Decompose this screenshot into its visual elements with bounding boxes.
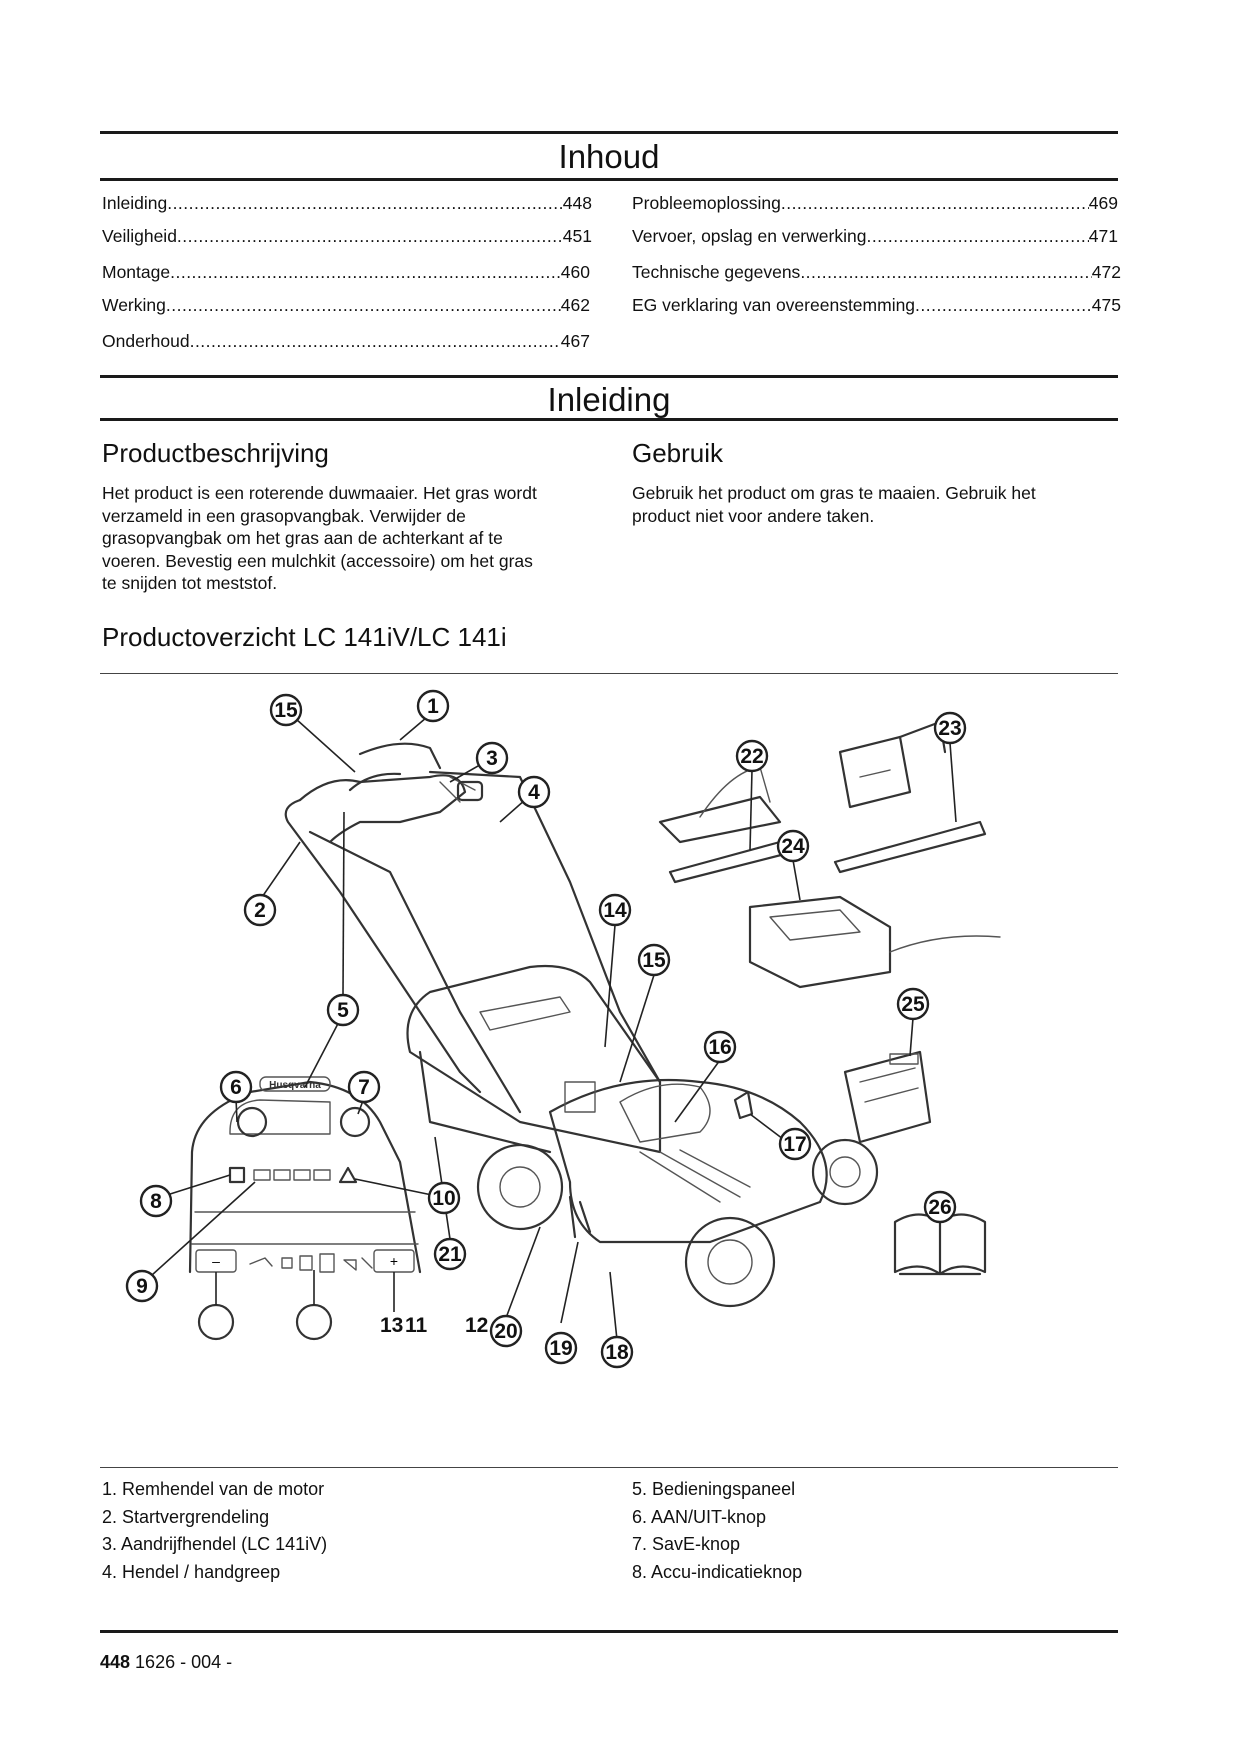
mower-handle-drawing bbox=[286, 744, 660, 1112]
text-line: grasopvangbak om het gras aan de achterkant af te bbox=[102, 528, 503, 548]
text-line: product niet voor andere taken. bbox=[632, 505, 875, 526]
callout-12-label: 12 bbox=[465, 1314, 489, 1337]
callout-5 bbox=[328, 995, 358, 1025]
toc-leader bbox=[915, 295, 1092, 316]
callout-3 bbox=[477, 743, 507, 773]
svg-text:21: 21 bbox=[438, 1243, 462, 1266]
product-description-text bbox=[102, 482, 537, 595]
callout-4 bbox=[519, 777, 549, 807]
toc-leader bbox=[800, 262, 1091, 283]
plus-label: + bbox=[389, 1253, 399, 1269]
battery-indicator-button-icon bbox=[230, 1168, 244, 1182]
callout-19 bbox=[546, 1333, 576, 1363]
toc-leader bbox=[190, 331, 561, 352]
mower-wheels-drawing bbox=[478, 1140, 877, 1306]
speed-callout bbox=[297, 1305, 331, 1339]
svg-text:14: 14 bbox=[603, 899, 627, 922]
svg-text:23: 23 bbox=[938, 717, 962, 740]
footer-rule bbox=[100, 1630, 1118, 1633]
svg-text:9: 9 bbox=[136, 1275, 148, 1298]
toc-entry-label: Veiligheid bbox=[102, 226, 177, 246]
legend-item: 6. AAN/UIT-knop bbox=[632, 1506, 767, 1527]
intro-top-rule bbox=[100, 375, 1118, 378]
svg-text:25: 25 bbox=[901, 993, 925, 1016]
intro-title: Inleiding bbox=[547, 381, 671, 418]
callout-14 bbox=[600, 895, 630, 925]
toc-entry[interactable] bbox=[632, 226, 1118, 247]
toc-entry-page: 460 bbox=[560, 262, 590, 282]
overview-rule bbox=[100, 673, 1118, 674]
intro-bottom-rule bbox=[100, 418, 1118, 421]
toc-bottom-rule bbox=[100, 178, 1118, 181]
toc-leader bbox=[866, 226, 1088, 247]
legend-item: 8. Accu-indicatieknop bbox=[632, 1561, 803, 1582]
minus-callout bbox=[199, 1305, 233, 1339]
svg-text:17: 17 bbox=[783, 1133, 807, 1156]
product-description-heading: Productbeschrijving bbox=[102, 438, 329, 468]
callout-leaders bbox=[152, 710, 956, 1340]
callout-18 bbox=[602, 1337, 632, 1367]
svg-text:22: 22 bbox=[740, 745, 764, 768]
legend-left bbox=[102, 1476, 327, 1586]
toc-entry-page: 448 bbox=[562, 193, 592, 213]
callout-15 bbox=[639, 945, 669, 975]
brand-text: Husqvarna bbox=[269, 1080, 321, 1091]
callout-15-top bbox=[271, 695, 301, 725]
toc-entry-page: 451 bbox=[562, 226, 592, 246]
callout-17 bbox=[780, 1129, 810, 1159]
product-overview-illustration bbox=[100, 682, 1118, 1462]
legend-top-rule bbox=[100, 1467, 1118, 1468]
toc-entry[interactable] bbox=[632, 193, 1118, 214]
charger-drawing bbox=[750, 897, 1000, 987]
text-line: Gebruik het product om gras te maaien. Gebruik het bbox=[632, 483, 1036, 503]
toc-entry-page: 471 bbox=[1088, 226, 1118, 246]
toc-entry-label: Werking bbox=[102, 295, 166, 315]
use-heading: Gebruik bbox=[632, 438, 724, 468]
warning-icon bbox=[340, 1168, 356, 1182]
callout-6 bbox=[221, 1072, 251, 1102]
callout-7 bbox=[349, 1072, 379, 1102]
toc-entry-label: Vervoer, opslag en verwerking bbox=[632, 226, 867, 246]
toc-top-rule bbox=[100, 131, 1118, 134]
callout-23 bbox=[935, 713, 965, 743]
toc-entry[interactable] bbox=[102, 295, 590, 316]
legend-item: 5. Bedieningspaneel bbox=[632, 1479, 796, 1499]
callout-11-label: 11 bbox=[405, 1314, 428, 1337]
legend-item: 3. Aandrijfhendel (LC 141iV) bbox=[102, 1534, 328, 1554]
svg-text:7: 7 bbox=[358, 1076, 370, 1099]
callout-10 bbox=[429, 1183, 459, 1213]
svg-text:8: 8 bbox=[150, 1190, 162, 1213]
toc-entry-page: 472 bbox=[1091, 262, 1121, 282]
toc-entry[interactable] bbox=[632, 295, 1121, 316]
callout-8 bbox=[141, 1186, 171, 1216]
svg-text:24: 24 bbox=[781, 835, 805, 858]
svg-text:2: 2 bbox=[254, 899, 266, 922]
mulch-kit-drawing bbox=[660, 767, 785, 882]
toc-leader bbox=[170, 262, 561, 283]
legend-item: 1. Remhendel van de motor bbox=[102, 1479, 325, 1499]
toc-entry-page: 462 bbox=[560, 295, 590, 315]
product-overview-heading: Productoverzicht LC 141iV/LC 141i bbox=[102, 622, 507, 652]
minus-label: – bbox=[212, 1253, 220, 1269]
svg-text:6: 6 bbox=[230, 1076, 242, 1099]
callout-2 bbox=[245, 895, 275, 925]
svg-text:16: 16 bbox=[708, 1036, 732, 1059]
svg-text:15: 15 bbox=[642, 949, 666, 972]
toc-entry-label: Montage bbox=[102, 262, 171, 282]
svg-text:19: 19 bbox=[549, 1337, 573, 1360]
callout-22 bbox=[737, 741, 767, 771]
legend-item: 4. Hendel / handgreep bbox=[102, 1561, 281, 1582]
toc-entry-page: 475 bbox=[1091, 295, 1121, 315]
toc-entry-label: EG verklaring van overeenstemming bbox=[632, 295, 916, 315]
svg-text:18: 18 bbox=[605, 1341, 629, 1364]
page-footer bbox=[100, 1652, 232, 1673]
text-line: voeren. Bevestig een mulchkit (accessoire) om het gras bbox=[102, 550, 533, 571]
toc-entry-label: Onderhoud bbox=[102, 331, 190, 351]
text-line: Het product is een roterende duwmaaier. Het gras wordt bbox=[102, 483, 537, 503]
manual-book-icon bbox=[895, 1215, 985, 1275]
callout-13-label: 13 bbox=[380, 1314, 404, 1337]
text-line: verzameld in een grasopvangbak. Verwijder de bbox=[102, 505, 466, 526]
toc-leader bbox=[781, 193, 1089, 214]
callout-20 bbox=[491, 1316, 521, 1346]
toc-leader bbox=[177, 226, 563, 247]
svg-text:26: 26 bbox=[928, 1196, 952, 1219]
callout-21 bbox=[435, 1239, 465, 1269]
toc-entry[interactable] bbox=[102, 262, 590, 283]
svg-text:3: 3 bbox=[486, 747, 498, 770]
svg-text:20: 20 bbox=[494, 1320, 518, 1343]
toc-entry[interactable] bbox=[102, 226, 592, 247]
callout-25 bbox=[898, 989, 928, 1019]
svg-text:15: 15 bbox=[274, 699, 298, 722]
toc-entry-label: Inleiding bbox=[102, 193, 168, 213]
svg-text:5: 5 bbox=[337, 999, 349, 1022]
save-button-icon bbox=[341, 1108, 369, 1136]
callout-1 bbox=[418, 691, 448, 721]
text-line: te snijden tot meststof. bbox=[102, 573, 278, 593]
power-button-icon bbox=[238, 1108, 266, 1136]
legend-item: 7. SavE-knop bbox=[632, 1534, 741, 1554]
toc-entry[interactable] bbox=[632, 262, 1121, 283]
callout-24 bbox=[778, 831, 808, 861]
toc-entry-page: 467 bbox=[560, 331, 590, 351]
bag-insert-drawing bbox=[835, 722, 985, 872]
legend-item: 2. Startvergrendeling bbox=[102, 1506, 270, 1527]
legend-right bbox=[632, 1476, 802, 1586]
toc-entry-page: 469 bbox=[1088, 193, 1118, 213]
svg-text:10: 10 bbox=[432, 1187, 456, 1210]
toc-entry-label: Technische gegevens bbox=[632, 262, 801, 282]
battery-drawing bbox=[845, 1052, 930, 1142]
toc-entry[interactable] bbox=[102, 331, 590, 352]
callout-26 bbox=[925, 1192, 955, 1222]
callout-9 bbox=[127, 1271, 157, 1301]
document-code: 1626 - 004 - bbox=[130, 1652, 233, 1672]
page-number: 448 bbox=[100, 1652, 131, 1672]
toc-entry-label: Probleemoplossing bbox=[632, 193, 781, 213]
callout-16 bbox=[705, 1032, 735, 1062]
svg-text:1: 1 bbox=[427, 695, 439, 718]
toc-leader bbox=[167, 193, 563, 214]
svg-text:4: 4 bbox=[528, 781, 540, 804]
safety-key-drawing bbox=[735, 1092, 752, 1118]
use-text bbox=[632, 482, 1036, 527]
toc-title: Inhoud bbox=[558, 138, 660, 175]
toc-entry[interactable] bbox=[102, 193, 592, 214]
toc-leader bbox=[166, 295, 561, 316]
